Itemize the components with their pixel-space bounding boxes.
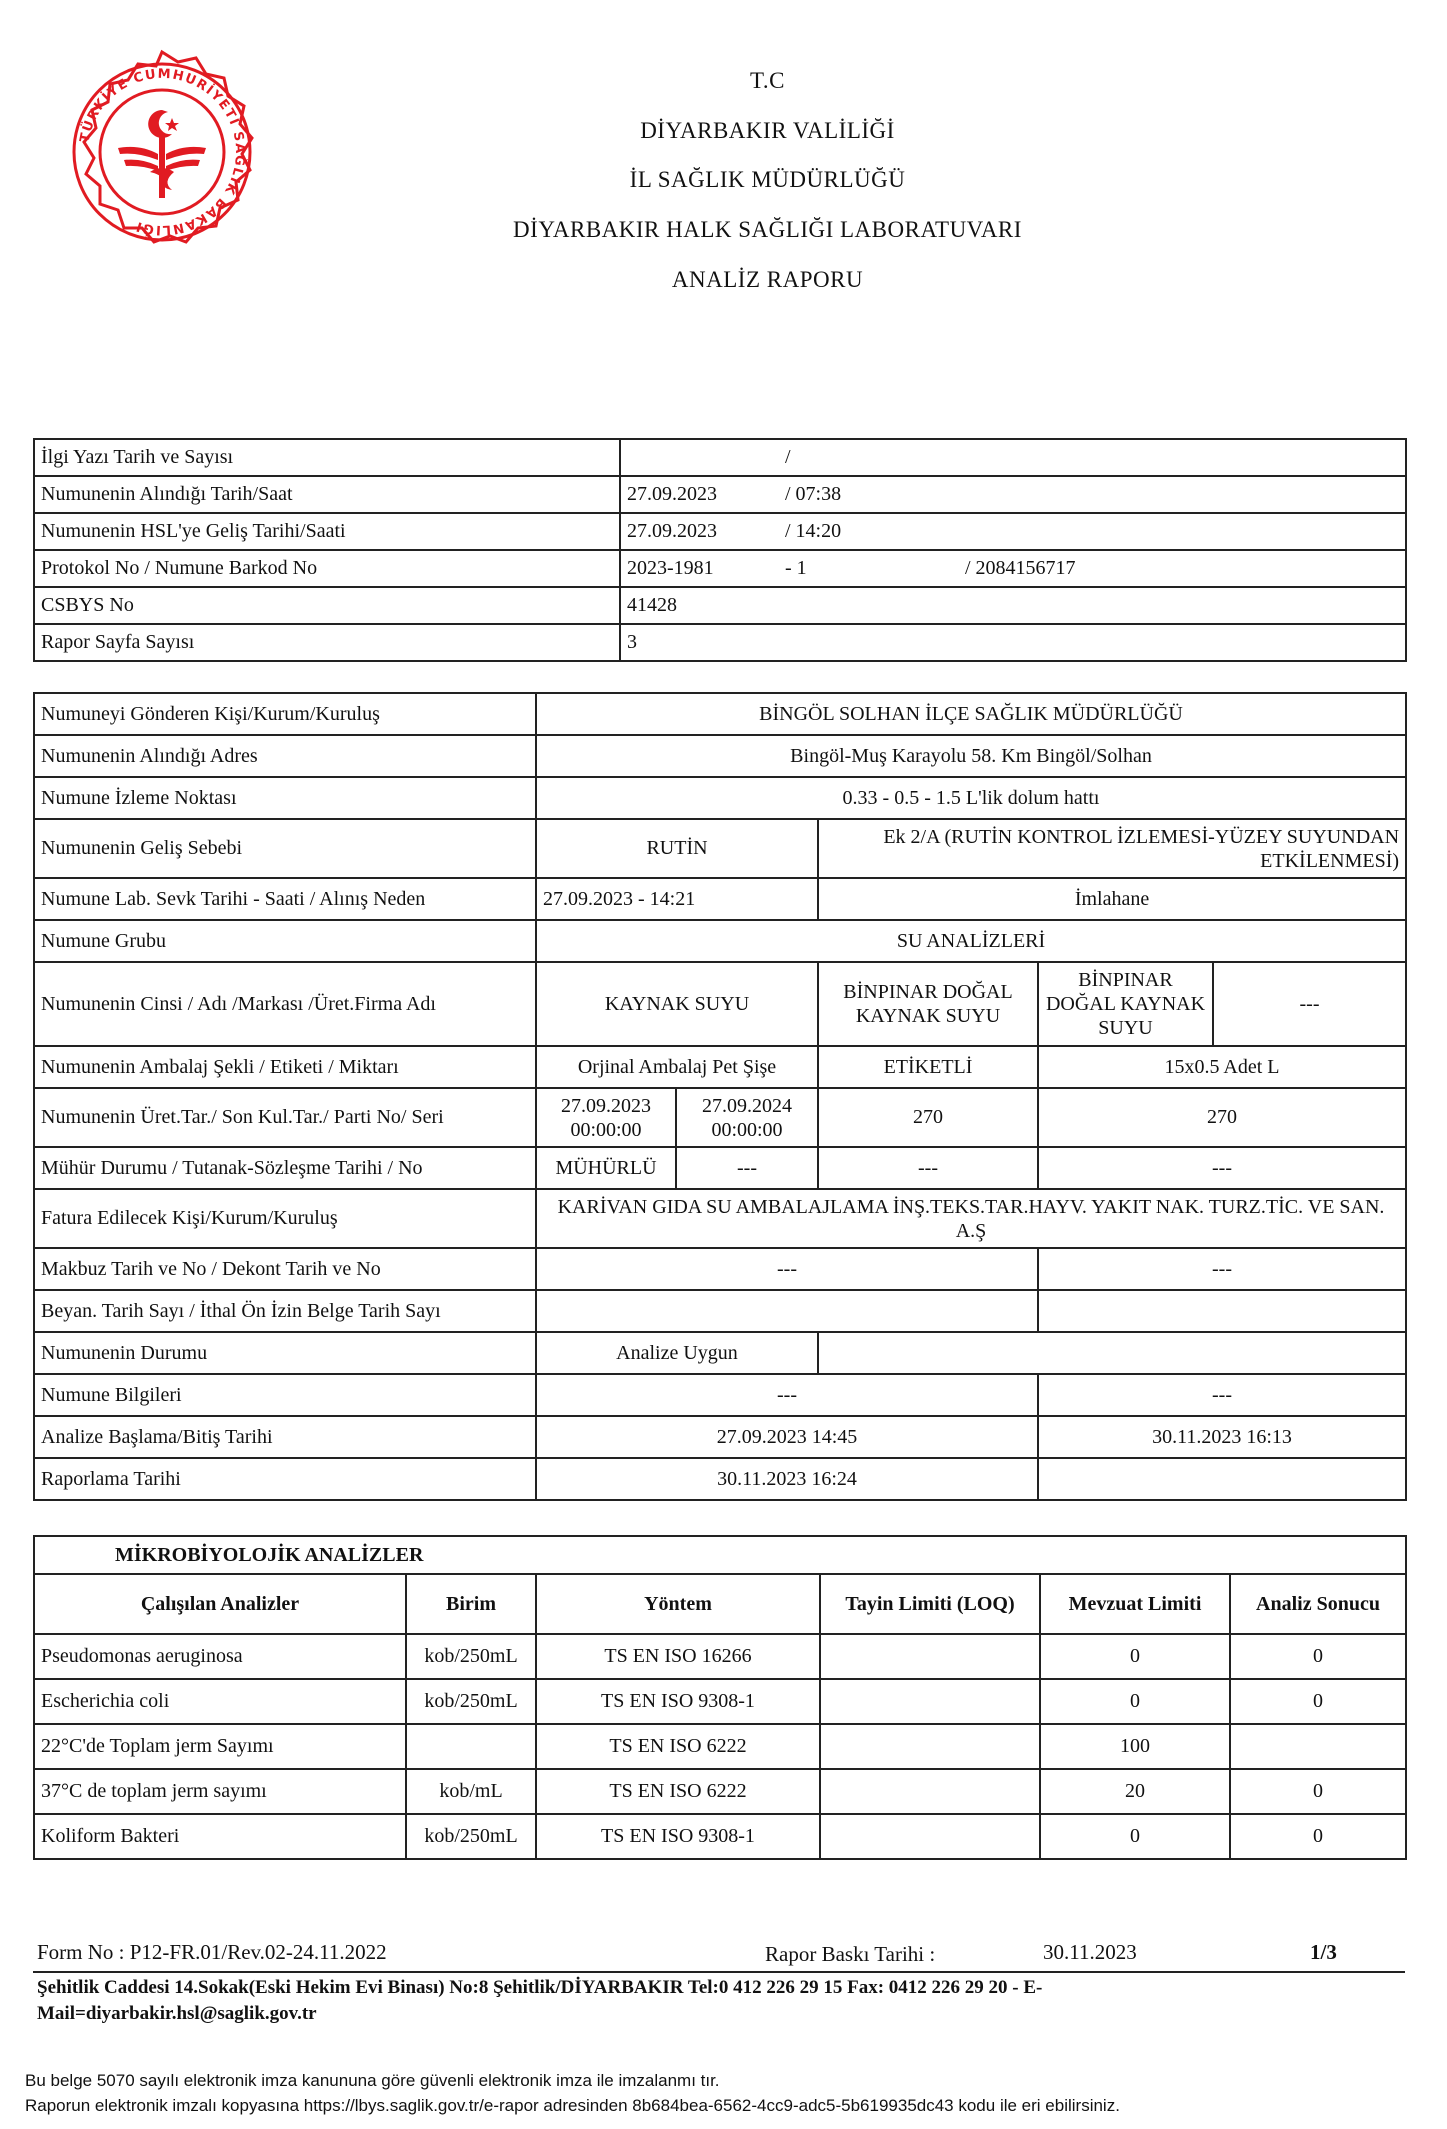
cell-loq — [820, 1634, 1040, 1679]
transfer-datetime: 27.09.2023 - 14:21 — [536, 878, 818, 920]
receipt-value: --- — [536, 1248, 1038, 1290]
pack-value: Orjinal Ambalaj Pet Şişe — [536, 1046, 818, 1088]
firm-name: --- — [1213, 962, 1406, 1046]
esign-verify-notice: Raporun elektronik imzalı kopyasına https://lbys.saglik.gov.tr/e-rapor adresinden 8b684bea-6562-4cc9-adc5-5b619935dc43 kodu ile eri ebilirsiniz. — [25, 2096, 1120, 2115]
col-header-loq: Tayin Limiti (LOQ) — [820, 1574, 1040, 1634]
request-info-table — [33, 438, 1407, 662]
row-label: CSBYS No — [34, 587, 620, 624]
col-header-unit: Birim — [406, 1574, 536, 1634]
row-value: 27.09.2023 / 07:38 — [620, 476, 1406, 513]
header-report-title: ANALİZ RAPORU — [671, 267, 864, 292]
analysis-start: 27.09.2023 14:45 — [536, 1416, 1038, 1458]
info-value-a: --- — [536, 1374, 1038, 1416]
production-label: Numunenin Üret.Tar./ Son Kul.Tar./ Parti No/ Seri — [34, 1088, 536, 1147]
seal-date: --- — [676, 1147, 818, 1189]
row-label: Protokol No / Numune Barkod No — [34, 550, 620, 587]
cell-legal-limit: 0 — [1040, 1634, 1230, 1679]
col-header-method: Yöntem — [536, 1574, 820, 1634]
row-label: Rapor Sayfa Sayısı — [34, 624, 620, 661]
row-label: İlgi Yazı Tarih ve Sayısı — [34, 439, 620, 476]
status-label: Numunenin Durumu — [34, 1332, 536, 1374]
lot-no: 270 — [818, 1088, 1038, 1147]
group-value: SU ANALİZLERİ — [536, 920, 1406, 962]
dekont-value: --- — [1038, 1248, 1406, 1290]
invoice-value: KARİVAN GIDA SU AMBALAJLAMA İNŞ.TEKS.TAR.HAYV. YAKIT NAK. TURZ.TİC. VE SAN. A.Ş — [536, 1189, 1406, 1248]
report-date-value: 30.11.2023 16:24 — [536, 1458, 1038, 1500]
cell-analysis-name: Koliform Bakteri — [34, 1814, 406, 1859]
cell-method: TS EN ISO 6222 — [536, 1769, 820, 1814]
address-value: Bingöl-Muş Karayolu 58. Km Bingöl/Solhan — [536, 735, 1406, 777]
col-header-analysis: Çalışılan Analizler — [34, 1574, 406, 1634]
invoice-label: Fatura Edilecek Kişi/Kurum/Kuruluş — [34, 1189, 536, 1248]
seal-label: Mühür Durumu / Tutanak-Sözleşme Tarihi / No — [34, 1147, 536, 1189]
svg-text:TÜRKİYE CUMHURİYETİ SAĞLIK BAK: TÜRKİYE CUMHURİYETİ SAĞLIK BAKANLIĞI — [77, 66, 248, 238]
seal-no: --- — [818, 1147, 1038, 1189]
table-row — [34, 1724, 1406, 1769]
serial-no: 270 — [1038, 1088, 1406, 1147]
declaration-value — [536, 1290, 1038, 1332]
sample-brand: BİNPINAR DOĞAL KAYNAK SUYU — [1038, 962, 1213, 1046]
sample-info-table — [33, 692, 1407, 1501]
receipt-label: Makbuz Tarih ve No / Dekont Tarih ve No — [34, 1248, 536, 1290]
transfer-label: Numune Lab. Sevk Tarihi - Saati / Alınış Neden — [34, 878, 536, 920]
cell-unit — [406, 1724, 536, 1769]
monitoring-point-label: Numune İzleme Noktası — [34, 777, 536, 819]
permit-value — [1038, 1290, 1406, 1332]
print-date: 30.11.2023 — [1043, 1940, 1137, 1964]
seal-status: MÜHÜRLÜ — [536, 1147, 676, 1189]
esign-notice: Bu belge 5070 sayılı elektronik imza kanununa göre güvenli elektronik imza ile imzalanmı tır. — [25, 2071, 720, 2090]
sample-name: BİNPINAR DOĞAL KAYNAK SUYU — [818, 962, 1038, 1046]
cell-method: TS EN ISO 9308-1 — [536, 1679, 820, 1724]
cell-analysis-name: Pseudomonas aeruginosa — [34, 1634, 406, 1679]
quantity-value: 15x0.5 Adet L — [1038, 1046, 1406, 1088]
group-label: Numune Grubu — [34, 920, 536, 962]
type-value: KAYNAK SUYU — [536, 962, 818, 1046]
cell-analysis-name: Escherichia coli — [34, 1679, 406, 1724]
footer-divider — [33, 1971, 1405, 1973]
cell-result: 0 — [1230, 1814, 1406, 1859]
cell-loq — [820, 1679, 1040, 1724]
cell-unit: kob/250mL — [406, 1814, 536, 1859]
cell-analysis-name: 37°C de toplam jerm sayımı — [34, 1769, 406, 1814]
header-governorship: DİYARBAKIR VALİLİĞİ — [640, 118, 895, 143]
reason-detail: Ek 2/A (RUTİN KONTROL İZLEMESİ-YÜZEY SUYUNDAN ETKİLENMESİ) — [818, 819, 1406, 878]
header-tc: T.C — [750, 68, 785, 93]
cell-analysis-name: 22°C'de Toplam jerm Sayımı — [34, 1724, 406, 1769]
microbiology-table — [33, 1535, 1407, 1860]
reason-label: Numunenin Geliş Sebebi — [34, 819, 536, 878]
cell-method: TS EN ISO 9308-1 — [536, 1814, 820, 1859]
cell-result — [1230, 1724, 1406, 1769]
pack-label: Numunenin Ambalaj Şekli / Etiketi / Miktarı — [34, 1046, 536, 1088]
form-number: Form No : P12-FR.01/Rev.02-24.11.2022 — [37, 1940, 387, 1964]
cell-unit: kob/250mL — [406, 1634, 536, 1679]
microbiology-title: MİKROBİYOLOJİK ANALİZLER — [34, 1536, 1406, 1574]
info-value-b: --- — [1038, 1374, 1406, 1416]
expiry-date: 27.09.2024 00:00:00 — [676, 1088, 818, 1147]
page-number: 1/3 — [1310, 1940, 1337, 1964]
row-value: 27.09.2023 / 14:20 — [620, 513, 1406, 550]
row-label: Numunenin Alındığı Tarih/Saat — [34, 476, 620, 513]
cell-result: 0 — [1230, 1634, 1406, 1679]
cell-unit: kob/mL — [406, 1769, 536, 1814]
row-value: 41428 — [620, 587, 1406, 624]
production-date: 27.09.2023 00:00:00 — [536, 1088, 676, 1147]
cell-legal-limit: 0 — [1040, 1679, 1230, 1724]
cell-loq — [820, 1814, 1040, 1859]
label-value: ETİKETLİ — [818, 1046, 1038, 1088]
row-value: 2023-1981 - 1 / 2084156717 — [620, 550, 1406, 587]
sender-value: BİNGÖL SOLHAN İLÇE SAĞLIK MÜDÜRLÜĞÜ — [536, 693, 1406, 735]
declaration-label: Beyan. Tarih Sayı / İthal Ön İzin Belge Tarih Sayı — [34, 1290, 536, 1332]
info-label: Numune Bilgileri — [34, 1374, 536, 1416]
cell-legal-limit: 0 — [1040, 1814, 1230, 1859]
report-date-extra — [1038, 1458, 1406, 1500]
report-date-label: Raporlama Tarihi — [34, 1458, 536, 1500]
seal-extra: --- — [1038, 1147, 1406, 1189]
row-value: 3 — [620, 624, 1406, 661]
status-extra — [818, 1332, 1406, 1374]
table-row — [34, 1769, 1406, 1814]
transfer-reason: İmlahane — [818, 878, 1406, 920]
cell-result: 0 — [1230, 1679, 1406, 1724]
sender-label: Numuneyi Gönderen Kişi/Kurum/Kuruluş — [34, 693, 536, 735]
row-value: / — [620, 439, 1406, 476]
header-health-directorate: İL SAĞLIK MÜDÜRLÜĞÜ — [629, 167, 906, 192]
row-label: Numunenin HSL'ye Geliş Tarihi/Saati — [34, 513, 620, 550]
col-header-limit: Mevzuat Limiti — [1040, 1574, 1230, 1634]
address-label: Numunenin Alındığı Adres — [34, 735, 536, 777]
cell-legal-limit: 100 — [1040, 1724, 1230, 1769]
analysis-end: 30.11.2023 16:13 — [1038, 1416, 1406, 1458]
cell-method: TS EN ISO 6222 — [536, 1724, 820, 1769]
cell-result: 0 — [1230, 1769, 1406, 1814]
cell-loq — [820, 1769, 1040, 1814]
cell-method: TS EN ISO 16266 — [536, 1634, 820, 1679]
header-laboratory: DİYARBAKIR HALK SAĞLIĞI LABORATUVARI — [513, 217, 1022, 242]
reason-value: RUTİN — [536, 819, 818, 878]
monitoring-point-value: 0.33 - 0.5 - 1.5 L'lik dolum hattı — [536, 777, 1406, 819]
cell-unit: kob/250mL — [406, 1679, 536, 1724]
contact-address: Şehitlik Caddesi 14.Sokak(Eski Hekim Evi Binası) No:8 Şehitlik/DİYARBAKIR Tel:0 412 226 29 15 Fax: 0412 226 29 20 - E-Mail=diyarbakir.hsl@saglik.gov.tr — [37, 1977, 1043, 2024]
col-header-result: Analiz Sonucu — [1230, 1574, 1406, 1634]
table-row — [34, 1679, 1406, 1724]
table-row — [34, 1814, 1406, 1859]
status-value: Analize Uygun — [536, 1332, 818, 1374]
cell-loq — [820, 1724, 1040, 1769]
table-row — [34, 1634, 1406, 1679]
cell-legal-limit: 20 — [1040, 1769, 1230, 1814]
analysis-dates-label: Analize Başlama/Bitiş Tarihi — [34, 1416, 536, 1458]
type-label: Numunenin Cinsi / Adı /Markası /Üret.Firma Adı — [34, 962, 536, 1046]
print-date-label: Rapor Baskı Tarihi : — [765, 1942, 936, 1966]
